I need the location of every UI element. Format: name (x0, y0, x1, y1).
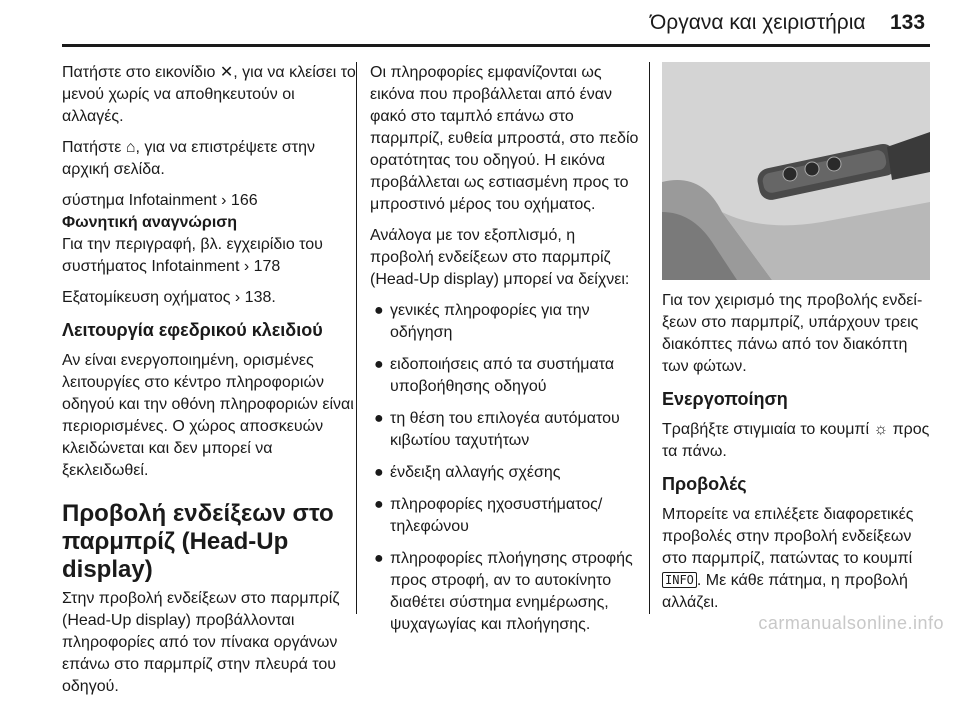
voice-recognition-paragraph: Για την περιγραφή, βλ. εγχειρίδιο του συστήματος Infotainment › 178 (62, 236, 323, 275)
display-contents-list (370, 300, 642, 636)
controls-paragraph: Για τον χειρισμό της προβολής ενδείξεων στο παρμπρίζ, υπάρχουν τρεις διακόπτες πάνω από τον διακόπτη των φώτων. (662, 292, 923, 375)
list-item: ● ένδειξη αλλαγής σχέσης (370, 462, 642, 484)
bullet-icon: ● (374, 302, 384, 319)
home-icon: ⌂ (125, 139, 136, 156)
page-number: 133 (890, 11, 926, 34)
info-button-icon: INFO (662, 572, 697, 588)
brightness-icon: ☼ (873, 421, 889, 438)
close-icon: ✕ (219, 64, 234, 81)
home-paragraph: Πατήστε ⌂, για να επιστρέψετε στην αρχική σελίδα. (62, 139, 315, 178)
hud-switch-illustration (662, 62, 930, 280)
voice-recognition-heading: Φωνητική αναγνώριση (62, 214, 237, 231)
views-paragraph: Μπορείτε να επιλέξετε διαφορετικές προβολές στην προβολή ενδείξεων στο παρμπρίζ, πατώντας το κουμπί INFO . Με κάθε πάτημα, η προβολή αλλάζει. (662, 506, 914, 611)
valet-mode-paragraph: Αν είναι ενεργοποιημένη, ορισμένες λειτουργίες στο κέντρο πληροφοριών οδηγού και την οθόνη πληροφοριών είναι περιορισμένες. Ο χώρος αποσκευών κλειδώνεται και δεν μπορεί να ξεκλειδωθεί. (62, 352, 354, 479)
column-1 (62, 62, 358, 707)
projection-paragraph: Οι πληροφορίες εμφανίζονται ως εικόνα που προβάλλεται από έναν φακό στο ταμπλό επάνω στο παρμπρίζ, ευθεία μπροστά, στο πεδίο ορατότητας του οδηγού. Η εικόνα προβάλλεται ως εστιασμένη προς το μπροστινό μέρος του οχήματος. (370, 64, 639, 213)
bullet-icon: ● (374, 464, 384, 481)
infotainment-reference: σύστημα Infotainment › 166 (62, 192, 258, 209)
header-rule (62, 44, 930, 47)
bullet-icon: ● (374, 496, 384, 513)
bullet-icon: ● (374, 410, 384, 427)
header-title: Όργανα και χειριστήρια (650, 11, 866, 34)
page-reference-icon: › (221, 192, 227, 209)
head-up-display-heading: Προβολή ενδείξεων στο παρμπρίζ (Head-Up display) (62, 500, 334, 583)
list-item: ● πληροφορίες πλοήγησης στροφής προς στροφή, αν το αυτοκίνητο διαθέτει σύστημα ενημέρωσης, ψυχαγωγίας και πλοήγησης. (374, 550, 633, 633)
list-item: ● πληροφορίες ηχοσυστήματος/ τηλεφώνου (374, 496, 603, 535)
watermark: carmanualsonline.info (758, 613, 944, 633)
head-up-display-intro: Στην προβολή ενδείξεων στο παρμπρίζ (Head-Up display) προβάλλονται πληροφορίες από τον πίνακα οργάνων επάνω στο παρμπρίζ στην πλευρά του οδηγού. (62, 590, 340, 695)
display-contents-intro: Ανάλογα με τον εξοπλισμό, η προβολή ενδείξεων στο παρμπρίζ (Head-Up display) μπορεί να δείχνει: (370, 227, 630, 288)
steering-stalk-image (662, 62, 930, 280)
activation-paragraph: Τραβήξτε στιγμιαία το κουμπί ☼ προς τα πάνω. (662, 421, 930, 460)
column-divider-2 (649, 62, 650, 614)
activation-heading: Ενεργοποίηση (662, 389, 788, 409)
list-item: ● ειδοποιήσεις από τα συστήματα υποβοήθησης οδηγού (374, 356, 615, 395)
views-heading: Προβολές (662, 474, 747, 494)
bullet-icon: ● (374, 550, 384, 567)
personalization-reference: Εξατομίκευση οχήματος › 138. (62, 289, 276, 306)
bullet-icon: ● (374, 356, 384, 373)
close-menu-paragraph: Πατήστε στο εικονίδιο ✕, για να κλείσει το μενού χωρίς να αποθηκευτούν οι αλλαγές. (62, 64, 356, 125)
page-reference-icon: › (243, 258, 250, 275)
column-2 (370, 62, 642, 646)
list-item: ● γενικές πληροφορίες για την οδήγηση (374, 302, 590, 341)
page-reference-icon: › (234, 289, 241, 306)
list-item: ● τη θέση του επιλογέα αυτόματου κιβωτίου ταχυτήτων (374, 410, 620, 449)
valet-mode-heading: Λειτουργία εφεδρικού κλειδιού (62, 320, 323, 340)
column-3 (662, 290, 932, 623)
